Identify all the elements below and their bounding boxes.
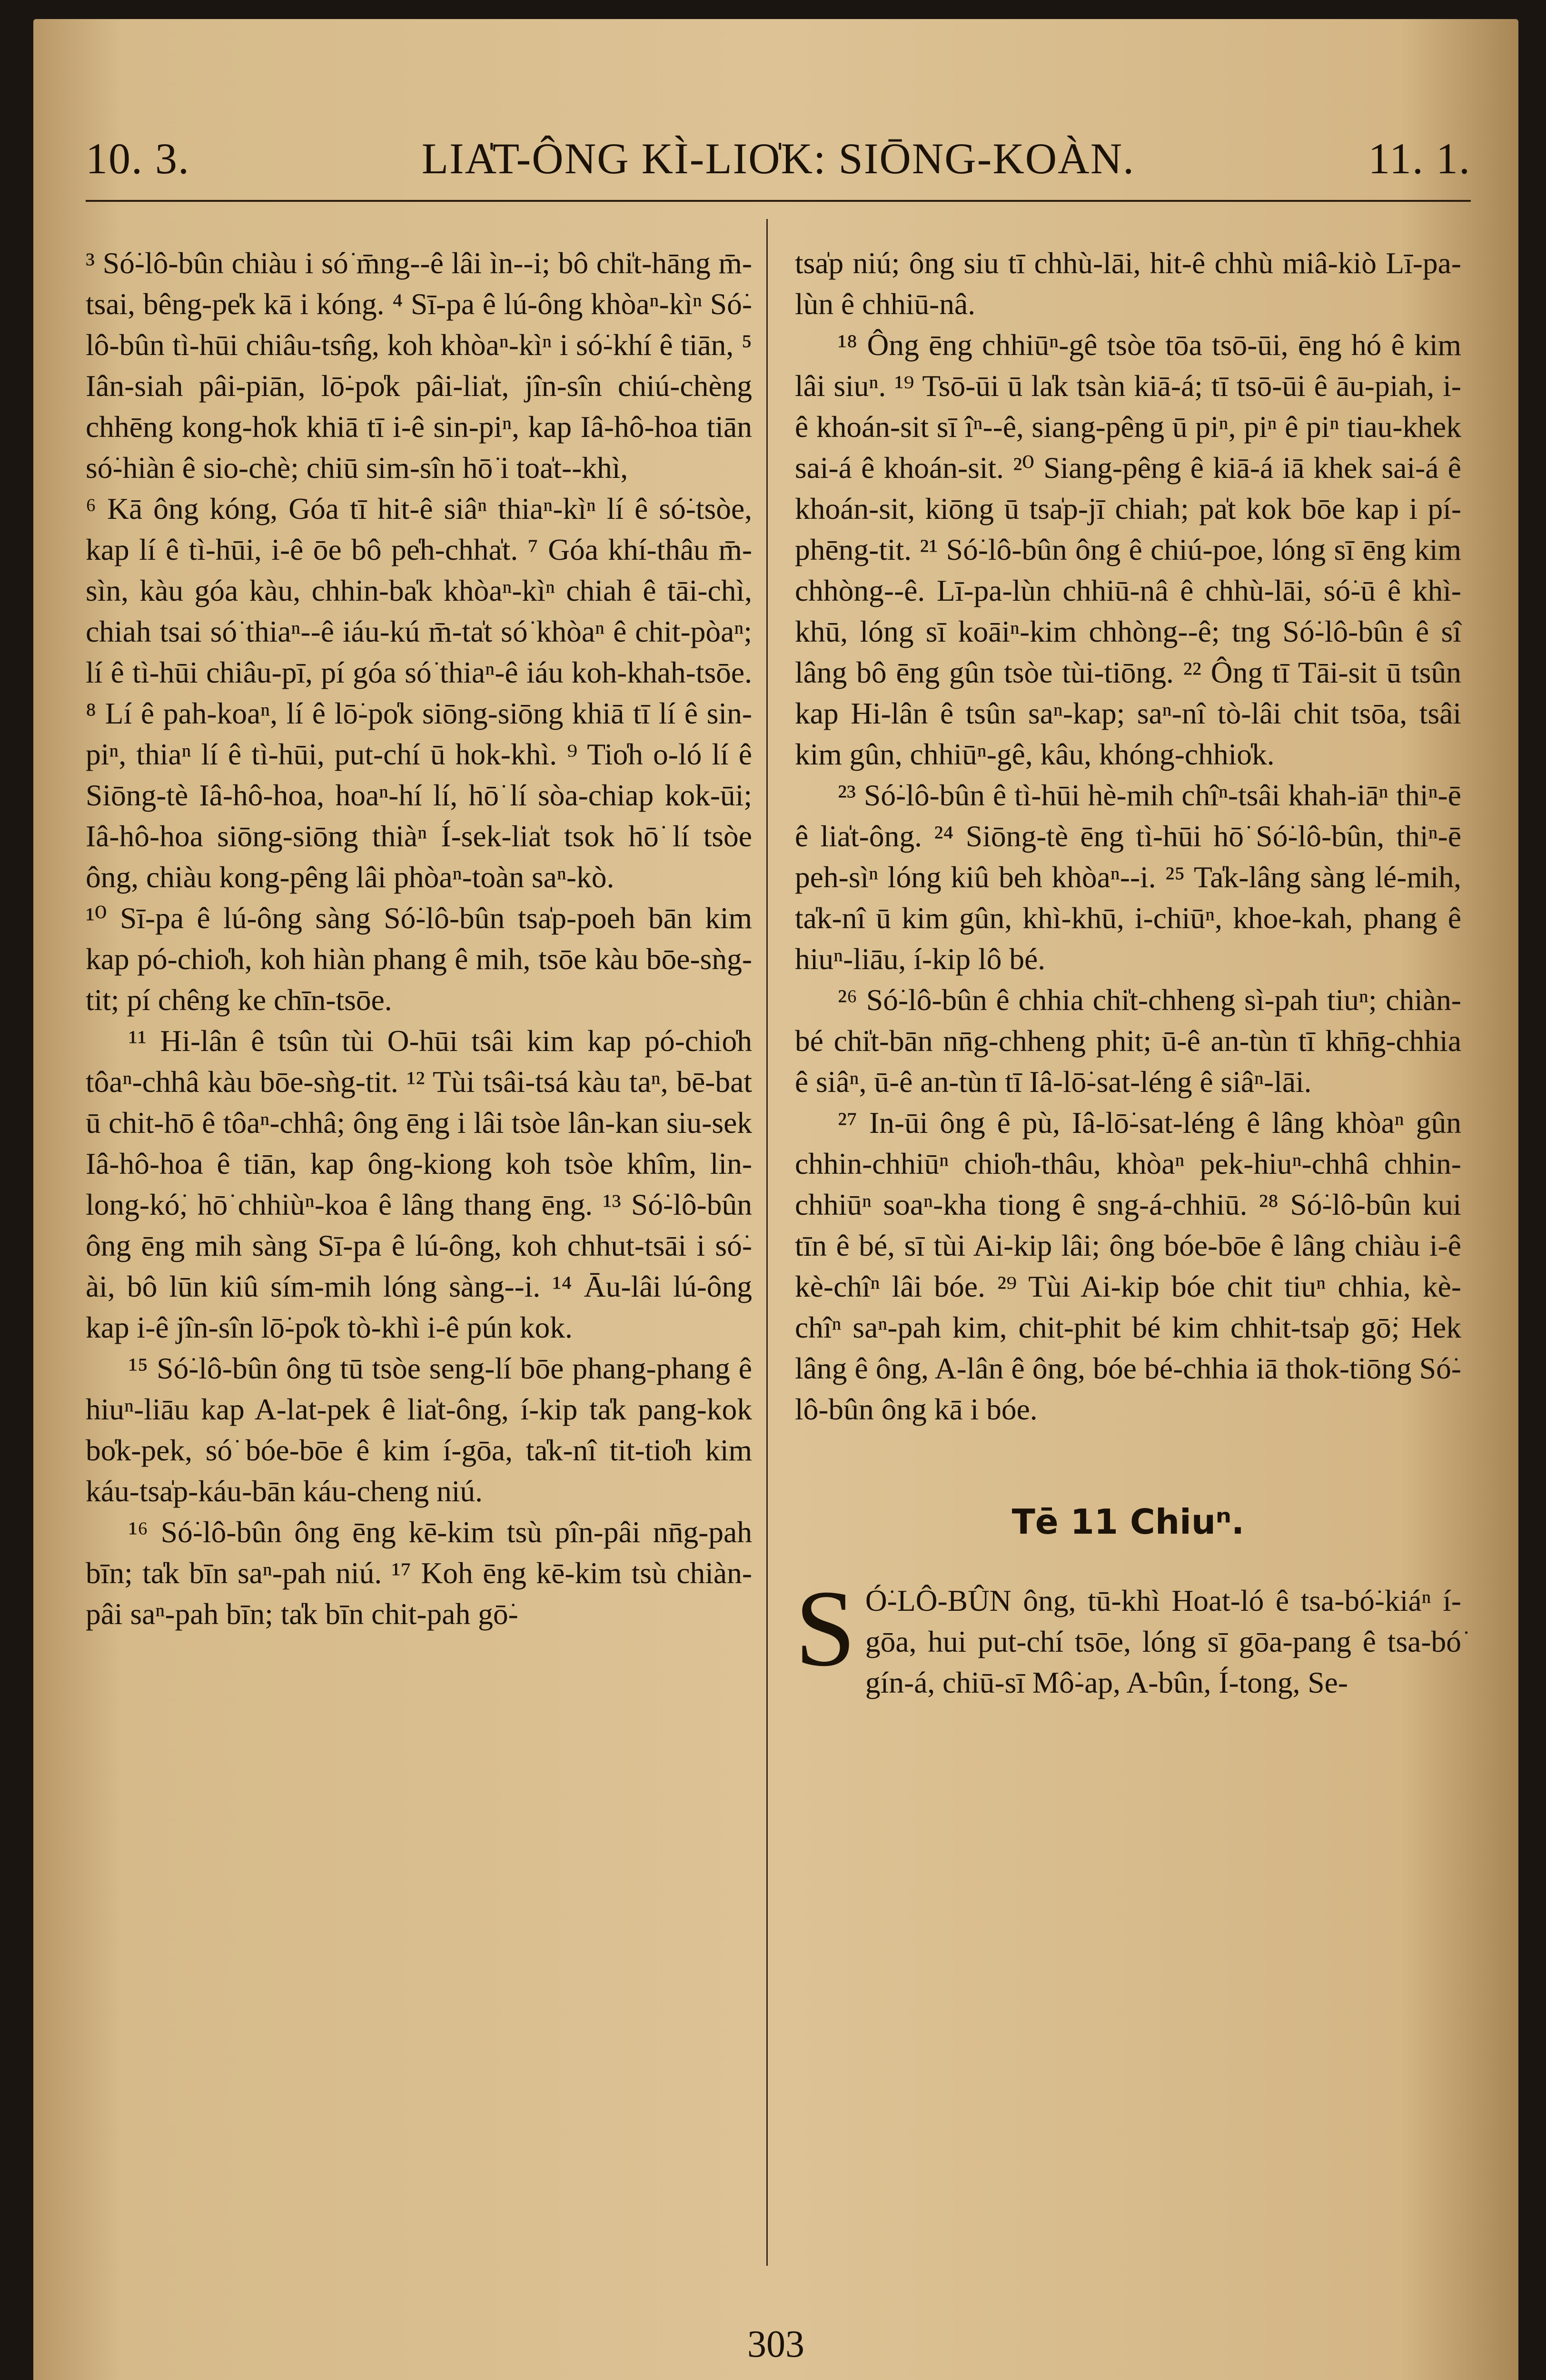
drop-cap: S (795, 1567, 856, 1689)
chapter-opening (795, 1567, 1461, 1703)
chapter-opening-text: Ó͘-LÔ-BÛN ông, tū-khì Hoat-ló ê tsa-bó͘-kiáⁿ í-gōa, hui put-chí tsōe, lóng sī gōa-pang ê tsa-bó͘ gín-á, chiū-sī Mô͘-ap, A-bûn, Í-tong, Se- (865, 1584, 1461, 1699)
paragraph: ³ Só͘-lô-bûn chiàu i só͘ m̄ng--ê lâi ìn--i; bô chi̍t-hāng m̄-tsai, bêng-pe̍k kā i kóng. ⁴ Sī-pa ê lú-ông khòaⁿ-kìⁿ Só͘-lô-bûn tì-hūi chiâu-tsn̂g, koh khòaⁿ-kìⁿ i só͘-khí ê tiān, ⁵ Iân-siah pâi-piān, lō͘-po̍k pâi-lia̍t, jîn-sîn chiú-chèng chhēng kong-ho̍k khiā tī i-ê sin-piⁿ, kap Iâ-hô-hoa tiān só͘-hiàn ê sio-chè; chiū sim-sîn hō͘ i toa̍t--khì, (86, 246, 752, 485)
right-column (795, 243, 1461, 1703)
paragraph: ⁶ Kā ông kóng, Góa tī hit-ê siâⁿ thiaⁿ-kìⁿ lí ê só͘-tsòe, kap lí ê tì-hūi, i-ê ōe bô pe̍h-chha̍t. ⁷ Góa khí-thâu m̄-sìn, kàu góa kàu, chhin-ba̍k khòaⁿ-kìⁿ chiah ê tāi-chì, chiah tsai só͘ thiaⁿ--ê iáu-kú m̄-ta̍t só͘ khòaⁿ ê chit-pòaⁿ; lí ê tì-hūi chiâu-pī, pí góa só͘ thiaⁿ-ê iáu koh-khah-tsōe. ⁸ Lí ê pah-koaⁿ, lí ê lō͘-po̍k siōng-siōng khiā tī lí ê sin-piⁿ, thiaⁿ lí ê tì-hūi, put-chí ū hok-khì. ⁹ Tio̍h o-ló lí ê Siōng-tè Iâ-hô-hoa, hoaⁿ-hí lí, hō͘ lí sòa-chiap kok-ūi; Iâ-hô-hoa siōng-siōng thiàⁿ Í-sek-lia̍t tsok hō͘ lí tsòe ông, chiàu kong-pêng lâi phòaⁿ-toàn saⁿ-kò. (86, 492, 752, 894)
book-page (33, 19, 1518, 2380)
paragraph: ¹⁰ Sī-pa ê lú-ông sàng Só͘-lô-bûn tsa̍p-poeh bān kim kap pó-chio̍h, koh hiàn phang ê mih, tsōe kàu bōe-sǹg-tit; pí chêng ke chīn-tsōe. (86, 901, 752, 1017)
paragraph: tsa̍p niú; ông siu tī chhù-lāi, hit-ê chhù miâ-kiò Lī-pa-lùn ê chhiū-nâ. (795, 246, 1461, 321)
paragraph: ¹¹ Hi-lân ê tsûn tùi O-hūi tsâi kim kap pó-chio̍h tôaⁿ-chhâ kàu bōe-sǹg-tit. ¹² Tùi tsâi-tsá kàu taⁿ, bē-bat ū chit-hō ê tôaⁿ-chhâ; ông ēng i lâi tsòe lân-kan siu-sek Iâ-hô-hoa ê tiān, kap ông-kiong koh tsòe khîm, lin-long-kó͘, hō͘ chhiùⁿ-koa ê lâng thang ēng. ¹³ Só͘-lô-bûn ông ēng mih sàng Sī-pa ê lú-ông, koh chhut-tsāi i só͘-ài, bô lūn kiû sím-mih lóng sàng--i. ¹⁴ Āu-lâi lú-ông kap i-ê jîn-sîn lō͘-po̍k tò-khì i-ê pún kok. (86, 1024, 752, 1344)
column-divider (766, 219, 768, 2266)
paragraph: ¹⁶ Só͘-lô-bûn ông ēng kē-kim tsù pîn-pâi nn̄g-pah bīn; ta̍k bīn saⁿ-pah niú. ¹⁷ Koh ēng kē-kim tsù chiàn-pâi saⁿ-pah bīn; ta̍k bīn chit-pah gō͘- (86, 1515, 752, 1631)
paragraph: ²⁶ Só͘-lô-bûn ê chhia chi̍t-chheng sì-pah tiuⁿ; chiàn-bé chi̍t-bān nn̄g-chheng phit; ū-ê an-tùn tī khn̄g-chhia ê siâⁿ, ū-ê an-tùn tī Iâ-lō͘-sat-léng ê siâⁿ-lāi. (795, 983, 1461, 1099)
page-number: 303 (747, 2323, 804, 2365)
header-title: LIA̍T-ÔNG KÌ-LIO̍K: SIŌNG-KOÀN. (421, 134, 1135, 183)
paragraph: ²³ Só͘-lô-bûn ê tì-hūi hè-mih chîⁿ-tsâi khah-iāⁿ thiⁿ-ē ê lia̍t-ông. ²⁴ Siōng-tè ēng tì-hūi hō͘ Só͘-lô-bûn, thiⁿ-ē peh-sìⁿ lóng kiû beh khòaⁿ--i. ²⁵ Ta̍k-lâng sàng lé-mih, ta̍k-nî ū kim gûn, khì-khū, i-chiūⁿ, khoe-kah, phang ê hiuⁿ-liāu, í-kip lô bé. (795, 778, 1461, 976)
chapter-heading: Tē 11 Chiuⁿ. (1011, 1502, 1245, 1542)
running-header (86, 133, 1471, 195)
paragraph: ²⁷ In-ūi ông ê pù, Iâ-lō͘-sat-léng ê lâng khòaⁿ gûn chhin-chhiūⁿ chio̍h-thâu, khòaⁿ pek-hiuⁿ-chhâ chhin-chhiūⁿ soaⁿ-kha tiong ê sng-á-chhiū. ²⁸ Só͘-lô-bûn kui tīn ê bé, sī tùi Ai-kip lâi; ông bóe-bōe ê lâng chiàu i-ê kè-chîⁿ lâi bóe. ²⁹ Tùi Ai-kip bóe chit tiuⁿ chhia, kè-chîⁿ saⁿ-pah kim, chit-phit bé kim chhit-tsa̍p gō͘; Hek lâng ê ông, A-lân ê ông, bóe bé-chhia iā thok-tiōng Só͘-lô-bûn ông kā i bóe. (795, 1106, 1461, 1426)
paragraph: ¹⁵ Só͘-lô-bûn ông tū tsòe seng-lí bōe phang-phang ê hiuⁿ-liāu kap A-lat-pek ê lia̍t-ông, í-kip ta̍k pang-kok bo̍k-pek, só͘ bóe-bōe ê kim í-gōa, ta̍k-nî tit-tio̍h kim káu-tsa̍p-káu-bān káu-cheng niú. (86, 1351, 752, 1508)
header-chapter-verse-right: 11. 1. (1368, 134, 1471, 183)
paragraph: ¹⁸ Ông ēng chhiūⁿ-gê tsòe tōa tsō-ūi, ēng hó ê kim lâi siuⁿ. ¹⁹ Tsō-ūi ū la̍k tsàn kiā-á; tī tsō-ūi ê āu-piah, i-ê khoán-sit sī îⁿ--ê, siang-pêng ū piⁿ, piⁿ ê piⁿ tiau-khek sai-á ê khoán-sit. ²⁰ Siang-pêng ê kiā-á iā khek sai-á ê khoán-sit, kiōng ū tsa̍p-jī chiah; pa̍t kok bōe kap i pí-phēng-tit. ²¹ Só͘-lô-bûn ông ê chiú-poe, lóng sī ēng kim chhòng--ê. Lī-pa-lùn chhiū-nâ ê chhù-lāi, só͘-ū ê khì-khū, lóng sī koāiⁿ-kim chhòng--ê; tng Só͘-lô-bûn ê sî lâng bô ēng gûn tsòe tùi-tiōng. ²² Ông tī Tāi-sit ū tsûn kap Hi-lân ê tsûn saⁿ-kap; saⁿ-nî tò-lâi chit tsōa, tsâi kim gûn, chhiūⁿ-gê, kâu, khóng-chhio̍k. (795, 328, 1461, 771)
header-rule (86, 200, 1471, 202)
left-column (86, 243, 752, 1635)
header-chapter-verse-left: 10. 3. (86, 134, 190, 183)
